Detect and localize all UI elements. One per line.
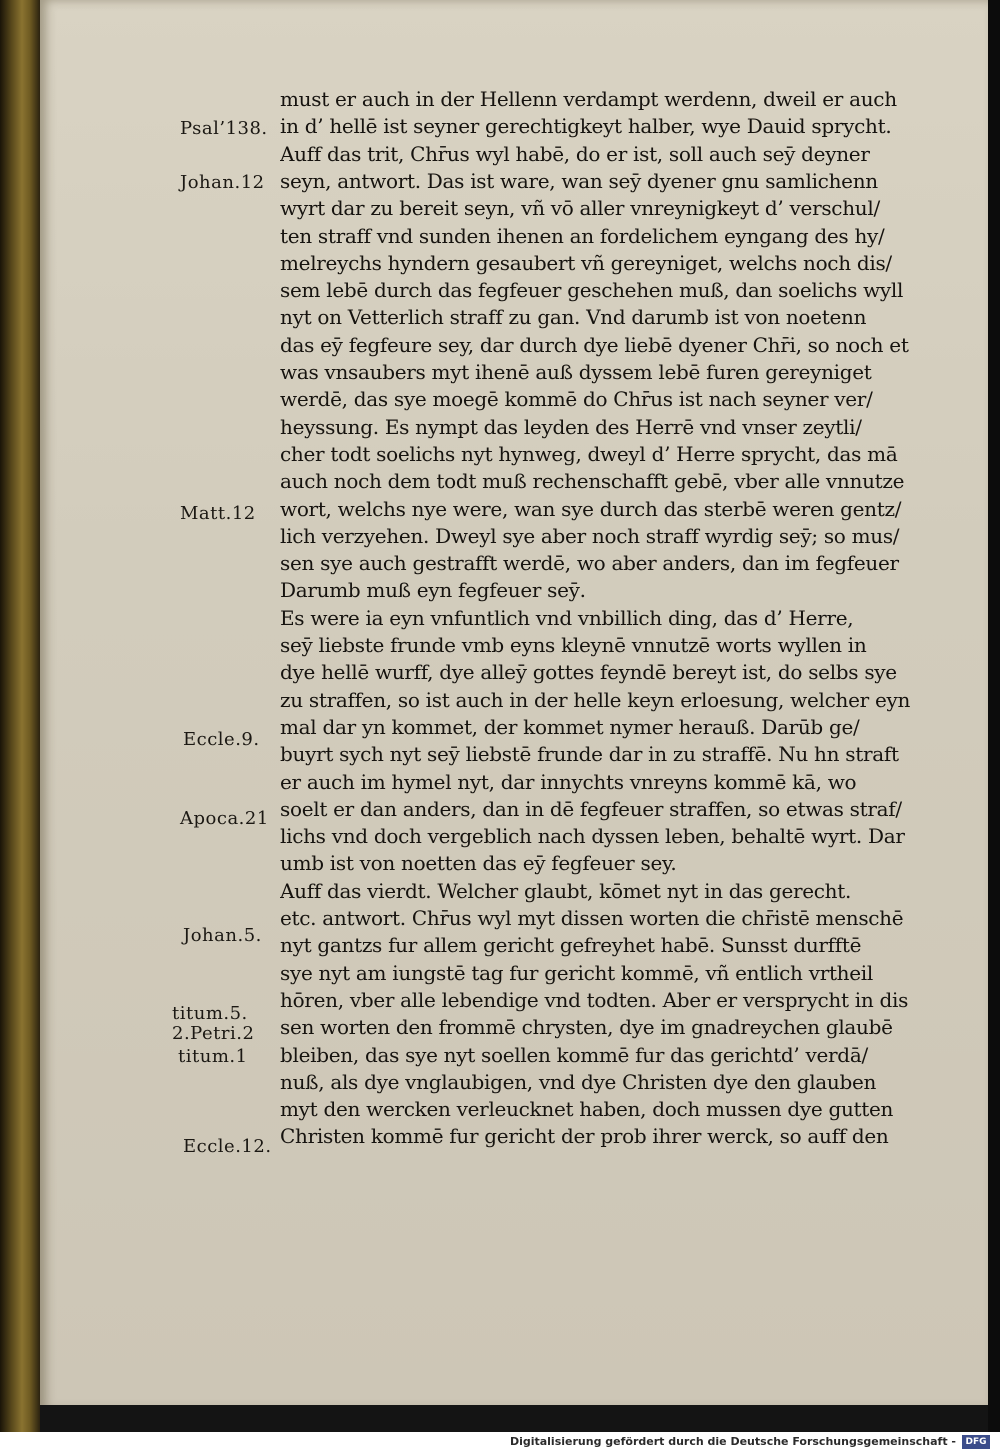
text-line: Auff das trit, Chr̄us wyl habē, do er ist, soll auch seȳ deyner — [280, 142, 870, 166]
text-line: seyn, antwort. Das ist ware, wan seȳ dyener gnu samlichenn — [280, 169, 878, 193]
text-line: was vnsaubers myt ihenē auß dyssem lebē furen gereyniget — [280, 360, 872, 384]
text-line: Es were ia eyn vnfuntlich vnd vnbillich ding, das d’ Herre, — [280, 606, 854, 630]
margin-note: Eccle.12. — [183, 1136, 272, 1157]
text-line: Christen kommē fur gericht der prob ihrer werck, so auff den — [280, 1124, 889, 1148]
text-line: seȳ liebste frunde vmb eyns kleynē vnnutzē worts wyllen in — [280, 633, 867, 657]
dfg-logo: DFG — [962, 1435, 990, 1449]
text-line: Darumb muß eyn fegfeuer seȳ. — [280, 578, 586, 602]
margin-note: titum.1 — [178, 1046, 248, 1067]
margin-note: titum.5. — [172, 1003, 248, 1024]
footer — [0, 1432, 1000, 1452]
text-line: auch noch dem todt muß rechenschafft gebē, vber alle vnnutze — [280, 469, 905, 493]
text-line: werdē, das sye moegē kommē do Chr̄us ist nach seyner ver/ — [280, 387, 873, 411]
text-line: lichs vnd doch vergeblich nach dyssen leben, behaltē wyrt. Dar — [280, 824, 905, 848]
text-line: hōren, vber alle lebendige vnd todten. Aber er versprycht in dis — [280, 988, 909, 1012]
text-line: etc. antwort. Chr̄us wyl myt dissen worten die chr̄istē menschē — [280, 906, 904, 930]
text-line: zu straffen, so ist auch in der helle keyn erloesung, welcher eyn — [280, 688, 911, 712]
text-line: sem lebē durch das fegfeuer geschehen muß, dan soelichs wyll — [280, 278, 904, 302]
binding-edge — [0, 0, 40, 1432]
text-line: wyrt dar zu bereit seyn, vñ vō aller vnreynigkeyt d’ verschul/ — [280, 196, 880, 220]
text-line: melreychs hyndern gesaubert vñ gereyniget, welchs noch dis/ — [280, 251, 892, 275]
margin-note: 2.Petri.2 — [172, 1023, 255, 1044]
margin-note: Johan.12 — [180, 172, 265, 193]
text-line: sen sye auch gestrafft werdē, wo aber anders, dan im fegfeuer — [280, 551, 899, 575]
text-line: umb ist von noetten das eȳ fegfeuer sey. — [280, 851, 677, 875]
text-line: soelt er dan anders, dan in dē fegfeuer straffen, so etwas straf/ — [280, 797, 902, 821]
text-line: sen worten den frommē chrysten, dye im gnadreychen glaubē — [280, 1015, 893, 1039]
text-line: cher todt soelichs nyt hynweg, dweyl d’ Herre sprycht, das mā — [280, 442, 898, 466]
text-line: nyt gantzs fur allem gericht gefreyhet habē. Sunsst durfftē — [280, 933, 862, 957]
text-line: mal dar yn kommet, der kommet nymer herauß. Darūb ge/ — [280, 715, 860, 739]
text-line: er auch im hymel nyt, dar innychts vnreyns kommē kā, wo — [280, 770, 857, 794]
margin-note: Apoca.21 — [180, 808, 269, 829]
text-line: wort, welchs nye were, wan sye durch das sterbē weren gentz/ — [280, 497, 902, 521]
text-line: buyrt sych nyt seȳ liebstē frunde dar in zu straffē. Nu hn straft — [280, 742, 899, 766]
text-line: ten straff vnd sunden ihenen an fordelichem eyngang des hy/ — [280, 224, 885, 248]
text-line: das eȳ fegfeure sey, dar durch dye liebē dyener Chr̄i, so noch et — [280, 333, 909, 357]
margin-note: Matt.12 — [180, 503, 256, 524]
text-line: lich verzyehen. Dweyl sye aber noch straff wyrdig seȳ; so mus/ — [280, 524, 900, 548]
text-line: myt den wercken verleucknet haben, doch mussen dye gutten — [280, 1097, 894, 1121]
text-line: must er auch in der Hellenn verdampt werdenn, dweil er auch — [280, 87, 897, 111]
text-line: bleiben, das sye nyt soellen kommē fur das gerichtd’ verdā/ — [280, 1043, 868, 1067]
text-line: Auff das vierdt. Welcher glaubt, kōmet nyt in das gerecht. — [280, 879, 852, 903]
text-line: heyssung. Es nympt das leyden des Herrē vnd vnser zeytli/ — [280, 415, 862, 439]
text-line: dye hellē wurff, dye alleȳ gottes feyndē bereyt ist, do selbs sye — [280, 660, 897, 684]
margin-note: Eccle.9. — [183, 729, 260, 750]
text-line: nuß, als dye vnglaubigen, vnd dye Christen dye den glauben — [280, 1070, 877, 1094]
margin-note: Psal’138. — [180, 118, 268, 139]
text-line: in d’ hellē ist seyner gerechtigkeyt halber, wye Dauid sprycht. — [280, 114, 892, 138]
page-bottom-shadow — [40, 1405, 988, 1432]
footer-credit: Digitalisierung gefördert durch die Deutsche Forschungsgemeinschaft - — [509, 1435, 956, 1448]
margin-note: Johan.5. — [183, 925, 262, 946]
text-line: sye nyt am iungstē tag fur gericht kommē, vñ entlich vrtheil — [280, 961, 873, 985]
text-line: nyt on Vetterlich straff zu gan. Vnd darumb ist von noetenn — [280, 305, 867, 329]
